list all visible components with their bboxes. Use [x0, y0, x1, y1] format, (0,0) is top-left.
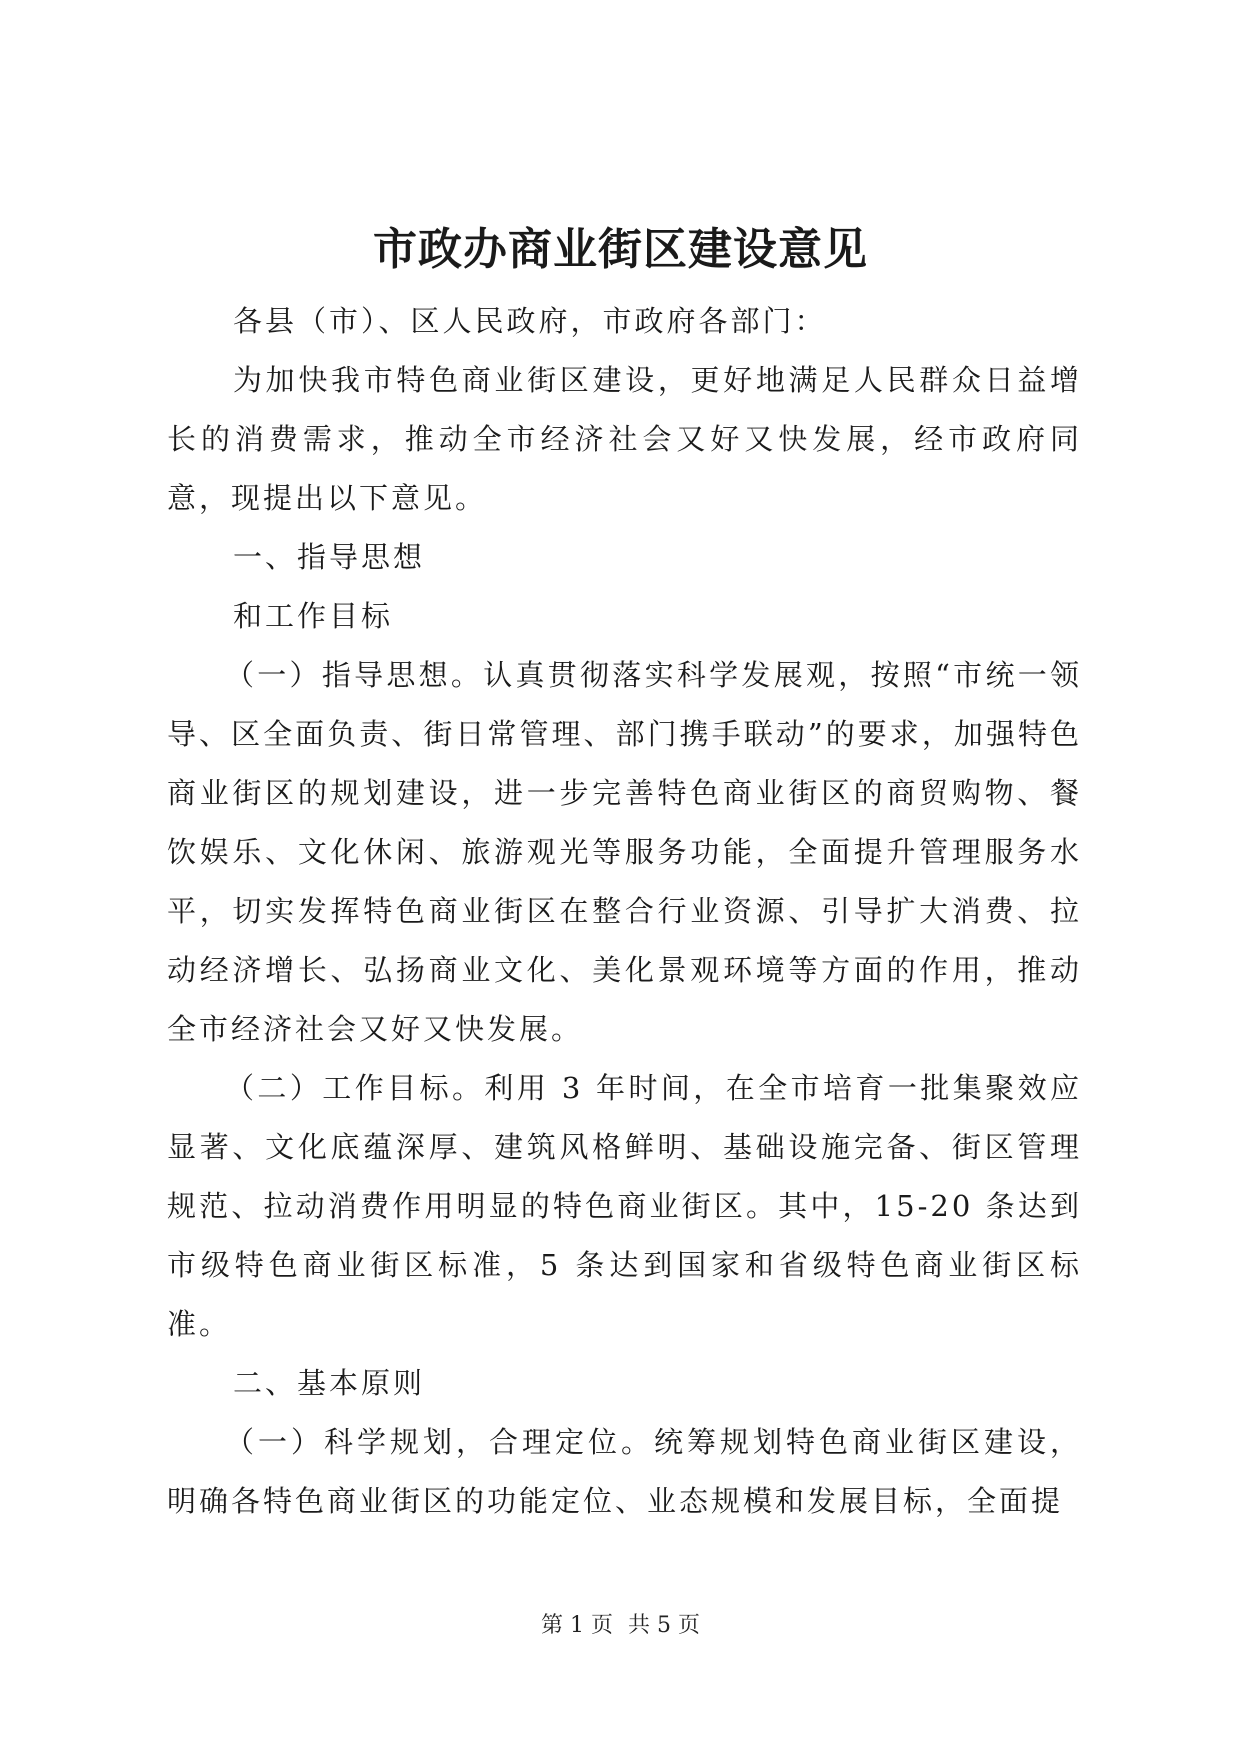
paragraph-work-goal: （二）工作目标。利用 3 年时间，在全市培育一批集聚效应显著、文化底蕴深厚、建筑风格鲜明、基础设施完备、街区管理规范、拉动消费作用明显的特色商业街区。其中，15-20 条达到市级特色商业街区标准，5 条达到国家和省级特色商业街区标准。 — [167, 1071, 1082, 1341]
page-total: 共 5 页 — [628, 1613, 700, 1638]
document-body — [167, 292, 1082, 1531]
heading-section-1: 一、指导思想 — [233, 540, 426, 574]
paragraph-intro: 为加快我市特色商业街区建设，更好地满足人民群众日益增长的消费需求，推动全市经济社会又好又快发展，经市政府同意，现提出以下意见。 — [167, 363, 1082, 515]
page-number: 第 1 页 — [541, 1613, 613, 1638]
heading-section-1-continued: 和工作目标 — [233, 599, 394, 633]
heading-section-2: 二、基本原则 — [233, 1366, 426, 1400]
paragraph-guiding-thought: （一）指导思想。认真贯彻落实科学发展观，按照“市统一领导、区全面负责、街日常管理、部门携手联动”的要求，加强特色商业街区的规划建设，进一步完善特色商业街区的商贸购物、餐饮娱乐、文化休闲、旅游观光等服务功能，全面提升管理服务水平，切实发挥特色商业街区在整合行业资源、引导扩大消费、拉动经济增长、弘扬商业文化、美化景观环境等方面的作用，推动全市经济社会又好又快发展。 — [167, 658, 1082, 1046]
page-footer — [0, 1611, 1241, 1641]
paragraph-salutation: 各县（市）、区人民政府，市政府各部门： — [233, 304, 827, 338]
document-title: 市政办商业街区建设意见 — [373, 224, 868, 275]
paragraph-principle-1: （一）科学规划，合理定位。统筹规划特色商业街区建设，明确各特色商业街区的功能定位、业态规模和发展目标，全面提 — [167, 1425, 1082, 1518]
